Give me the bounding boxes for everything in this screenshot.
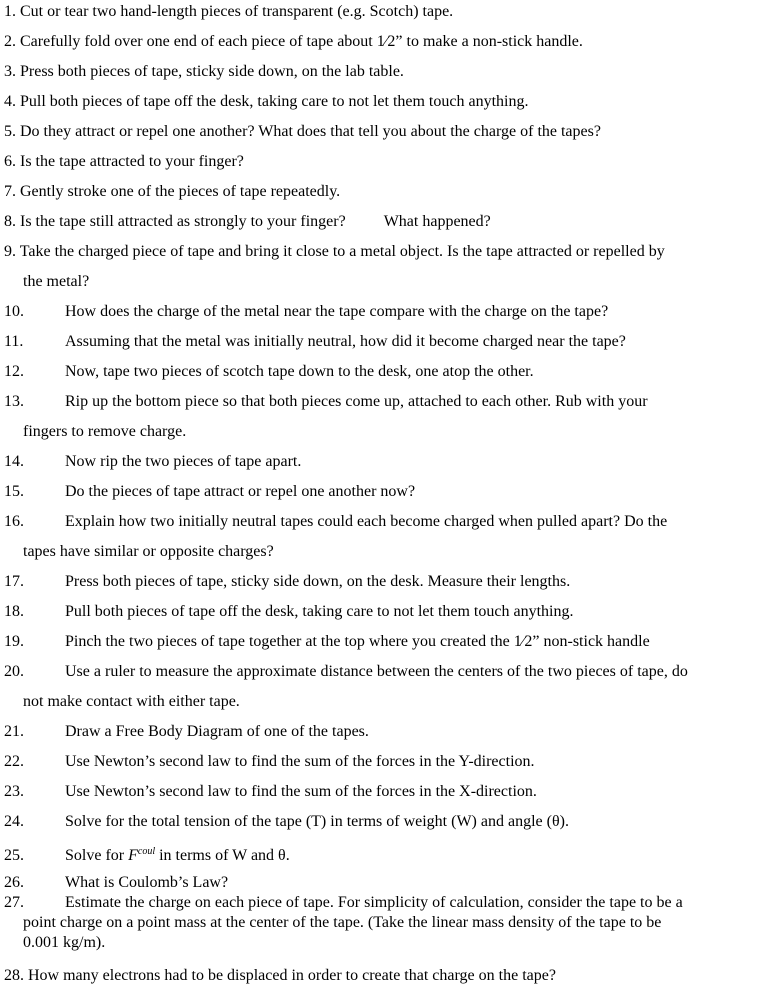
item-number: 8. [4,213,16,230]
list-item [4,57,781,87]
item-text: How does the charge of the metal near the tape compare with the charge on the tape? [65,303,609,320]
item-number: 4. [4,93,16,110]
item-number: 11. [4,333,24,350]
item-number: 3. [4,63,16,80]
item-number: 19. [4,633,24,650]
item-number: 6. [4,153,16,170]
item-number: 23. [4,783,24,800]
list-item [4,177,781,207]
list-item [4,327,781,357]
list-item [4,27,781,57]
item-text-continuation: tapes have similar or opposite charges? [23,543,274,560]
item-text: Now, tape two pieces of scotch tape down to the desk, one atop the other. [65,363,534,380]
item-number: 20. [4,663,24,680]
item-text: Estimate the charge on each piece of tape. For simplicity of calculation, consider the tape to be a [65,894,683,911]
item-text: Assuming that the metal was initially neutral, how did it become charged near the tape? [65,333,626,350]
item-number: 1. [4,3,16,20]
item-number: 24. [4,813,24,830]
item-number: 12. [4,363,24,380]
item-text: Solve for the total tension of the tape (T) in terms of weight (W) and angle (θ). [65,813,569,830]
item-text-suffix: in terms of W and θ. [155,847,290,864]
item-text-continuation: fingers to remove charge. [23,423,187,440]
list-item [4,507,781,567]
item-number: 16. [4,513,24,530]
item-text: Now rip the two pieces of tape apart. [65,453,302,470]
item-text: How many electrons had to be displaced in order to create that charge on the tape? [28,967,556,984]
item-number: 14. [4,453,24,470]
list-item [4,777,781,807]
item-number: 25. [4,847,24,864]
list-item [4,657,781,717]
item-text: Use a ruler to measure the approximate distance between the centers of the two pieces of tape, do [65,663,688,680]
list-item [4,747,781,777]
item-text: Solve for [65,847,129,864]
coulomb-force-symbol: $F^{coul}$ [128,846,156,864]
item-text: Is the tape still attracted as strongly to your finger? [20,213,346,230]
item-number: 21. [4,723,24,740]
item-text: Pinch the two pieces of tape together at the top where you created the 1⁄2” non-stick handle [65,633,650,650]
list-item [4,627,781,657]
list-item [4,477,781,507]
item-number: 15. [4,483,24,500]
item-text: Use Newton’s second law to find the sum of the forces in the X-direction. [65,783,537,800]
list-item [4,567,781,597]
list-item [4,893,781,953]
item-number: 13. [4,393,24,410]
item-number: 7. [4,183,16,200]
item-text: Use Newton’s second law to find the sum of the forces in the Y-direction. [65,753,535,770]
list-item [4,447,781,477]
item-text: Press both pieces of tape, sticky side down, on the desk. Measure their lengths. [65,573,571,590]
list-item [4,387,781,447]
item-text: Is the tape attracted to your finger? [20,153,244,170]
list-item [4,961,781,991]
item-text: What is Coulomb’s Law? [65,874,229,891]
item-number: 5. [4,123,16,140]
item-text: Do they attract or repel one another? What does that tell you about the charge of the tapes? [20,123,601,140]
item-text: Press both pieces of tape, sticky side down, on the lab table. [20,63,404,80]
item-text: Take the charged piece of tape and bring it close to a metal object. Is the tape attracted or repelled by [19,243,665,260]
list-item [4,87,781,117]
item-text-continuation: not make contact with either tape. [23,693,240,710]
list-item [4,837,781,871]
item-number: 9. [4,243,16,260]
item-text: Pull both pieces of tape off the desk, taking care to not let them touch anything. [20,93,529,110]
item-number: 10. [4,303,24,320]
list-item [4,297,781,327]
list-item [4,117,781,147]
item-number: 18. [4,603,24,620]
item-number: 17. [4,573,24,590]
item-text: Do the pieces of tape attract or repel one another now? [65,483,416,500]
item-number: 27. [4,894,24,911]
list-item [4,147,781,177]
item-number: 28. [4,967,24,984]
item-text-continuation: the metal? [23,273,90,290]
list-item [4,873,781,893]
item-text: Draw a Free Body Diagram of one of the tapes. [65,723,369,740]
item-number: 26. [4,874,24,891]
item-text-continuation: point charge on a point mass at the center of the tape. (Take the linear mass density of the tape to be [23,914,662,931]
item-text: Gently stroke one of the pieces of tape repeatedly. [20,183,341,200]
list-item [4,807,781,837]
list-item [4,0,781,27]
item-number: 2. [4,33,16,50]
item-number: 22. [4,753,24,770]
item-text: Pull both pieces of tape off the desk, taking care to not let them touch anything. [65,603,574,620]
item-text: Carefully fold over one end of each piece of tape about 1⁄2” to make a non-stick handle. [20,33,583,50]
list-item [4,207,781,237]
item-text: Cut or tear two hand-length pieces of transparent (e.g. Scotch) tape. [20,3,454,20]
list-item [4,717,781,747]
list-item [4,357,781,387]
list-item [4,237,781,297]
item-text: Explain how two initially neutral tapes could each become charged when pulled apart? Do the [65,513,668,530]
item-text: Rip up the bottom piece so that both pieces come up, attached to each other. Rub with your [65,393,648,410]
item-text-continuation: 0.001 kg/m). [23,934,106,951]
list-item [4,597,781,627]
item-text-secondary: What happened? [383,213,491,230]
